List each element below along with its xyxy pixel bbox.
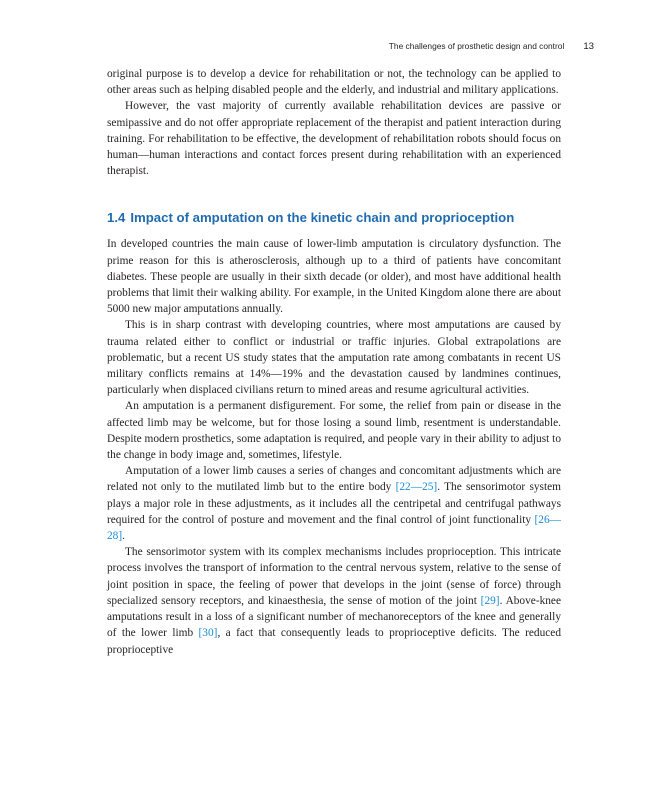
paragraph-text: The sensorimotor system with its complex mechanisms includes proprioception. This intricate process involves the transport of information to the central nervous system, relative to the sense of joint position in space, the feeling of power that develops in the joint (sense of force) through specialized sensory receptors, and kinaesthesia, the sense of motion of the joint bbox=[107, 546, 561, 607]
paragraph: An amputation is a permanent disfigurement. For some, the relief from pain or disease in the affected limb may be welcome, but for those losing a sound limb, resentment is understandable. Despite modern prosthetics, some adaptation is required, and people vary in their ability to adjust to the change in body image and, sometimes, lifestyle. bbox=[107, 400, 561, 462]
page-number: 13 bbox=[583, 41, 594, 52]
citation-link[interactable]: [22—25] bbox=[395, 481, 438, 494]
paragraph bbox=[107, 463, 561, 544]
section-number: 1.4 bbox=[107, 210, 126, 226]
paragraph: This is in sharp contrast with developing countries, where most amputations are caused by trauma related either to conflict or industrial or traffic injuries. Global extrapolations are problematic, but a recent US study states that the amputation rate among combatants in recent US military conflicts remains at 14%—19% and the devastation caused by landmines continues, particularly when displaced civilians return to mined areas and resume agricultural activities. bbox=[107, 319, 561, 397]
paragraph: original purpose is to develop a device for rehabilitation or not, the technology can be applied to other areas such as helping disabled people and the elderly, and industrial and military applications. bbox=[107, 68, 561, 97]
section-heading bbox=[107, 209, 561, 227]
citation-link[interactable]: [29] bbox=[480, 594, 500, 607]
running-title: The challenges of prosthetic design and control bbox=[388, 41, 565, 51]
paragraph bbox=[107, 544, 561, 657]
body-text bbox=[107, 66, 561, 658]
paragraph-text: Amputation of a lower limb causes a series of changes and concomitant adjustments which are related not only to the mutilated limb but to the entire body bbox=[107, 465, 561, 494]
section-title: Impact of amputation on the kinetic chain and proprioception bbox=[130, 210, 515, 226]
paragraph-text: . bbox=[122, 530, 125, 543]
paragraph: In developed countries the main cause of lower-limb amputation is circulatory dysfunction. The prime reason for this is atherosclerosis, although up to a third of patients have concomitant diabetes. These people are usually in their sixth decade (or older), and most have additional health problems that limit their walking ability. For example, in the United Kingdom alone there are about 5000 new major amputations annually. bbox=[107, 238, 561, 316]
paragraph-text: . Above-knee amputations result in a loss of a significant number of mechanoreceptors of the knee and generally of the lower limb bbox=[107, 594, 562, 640]
paragraph-text: . The sensorimotor system plays a major role in these adjustments, as it includes all the centripetal and centrifugal pathways required for the control of posture and movement and the final control of joint functionality bbox=[107, 481, 561, 526]
citation-link[interactable]: [26—28] bbox=[107, 513, 561, 543]
running-header bbox=[389, 41, 594, 52]
paragraph-text: , a fact that consequently leads to proprioceptive deficits. The reduced proprioceptive bbox=[107, 627, 561, 656]
paragraph: However, the vast majority of currently available rehabilitation devices are passive or semipassive and do not offer appropriate replacement of the therapist and patient interaction during training. For rehabilitation to be effective, the development of rehabilitation robots should focus on human—human interactions and contact forces present during rehabilitation with an experienced therapist. bbox=[107, 100, 561, 178]
citation-link[interactable]: [30] bbox=[198, 627, 218, 640]
